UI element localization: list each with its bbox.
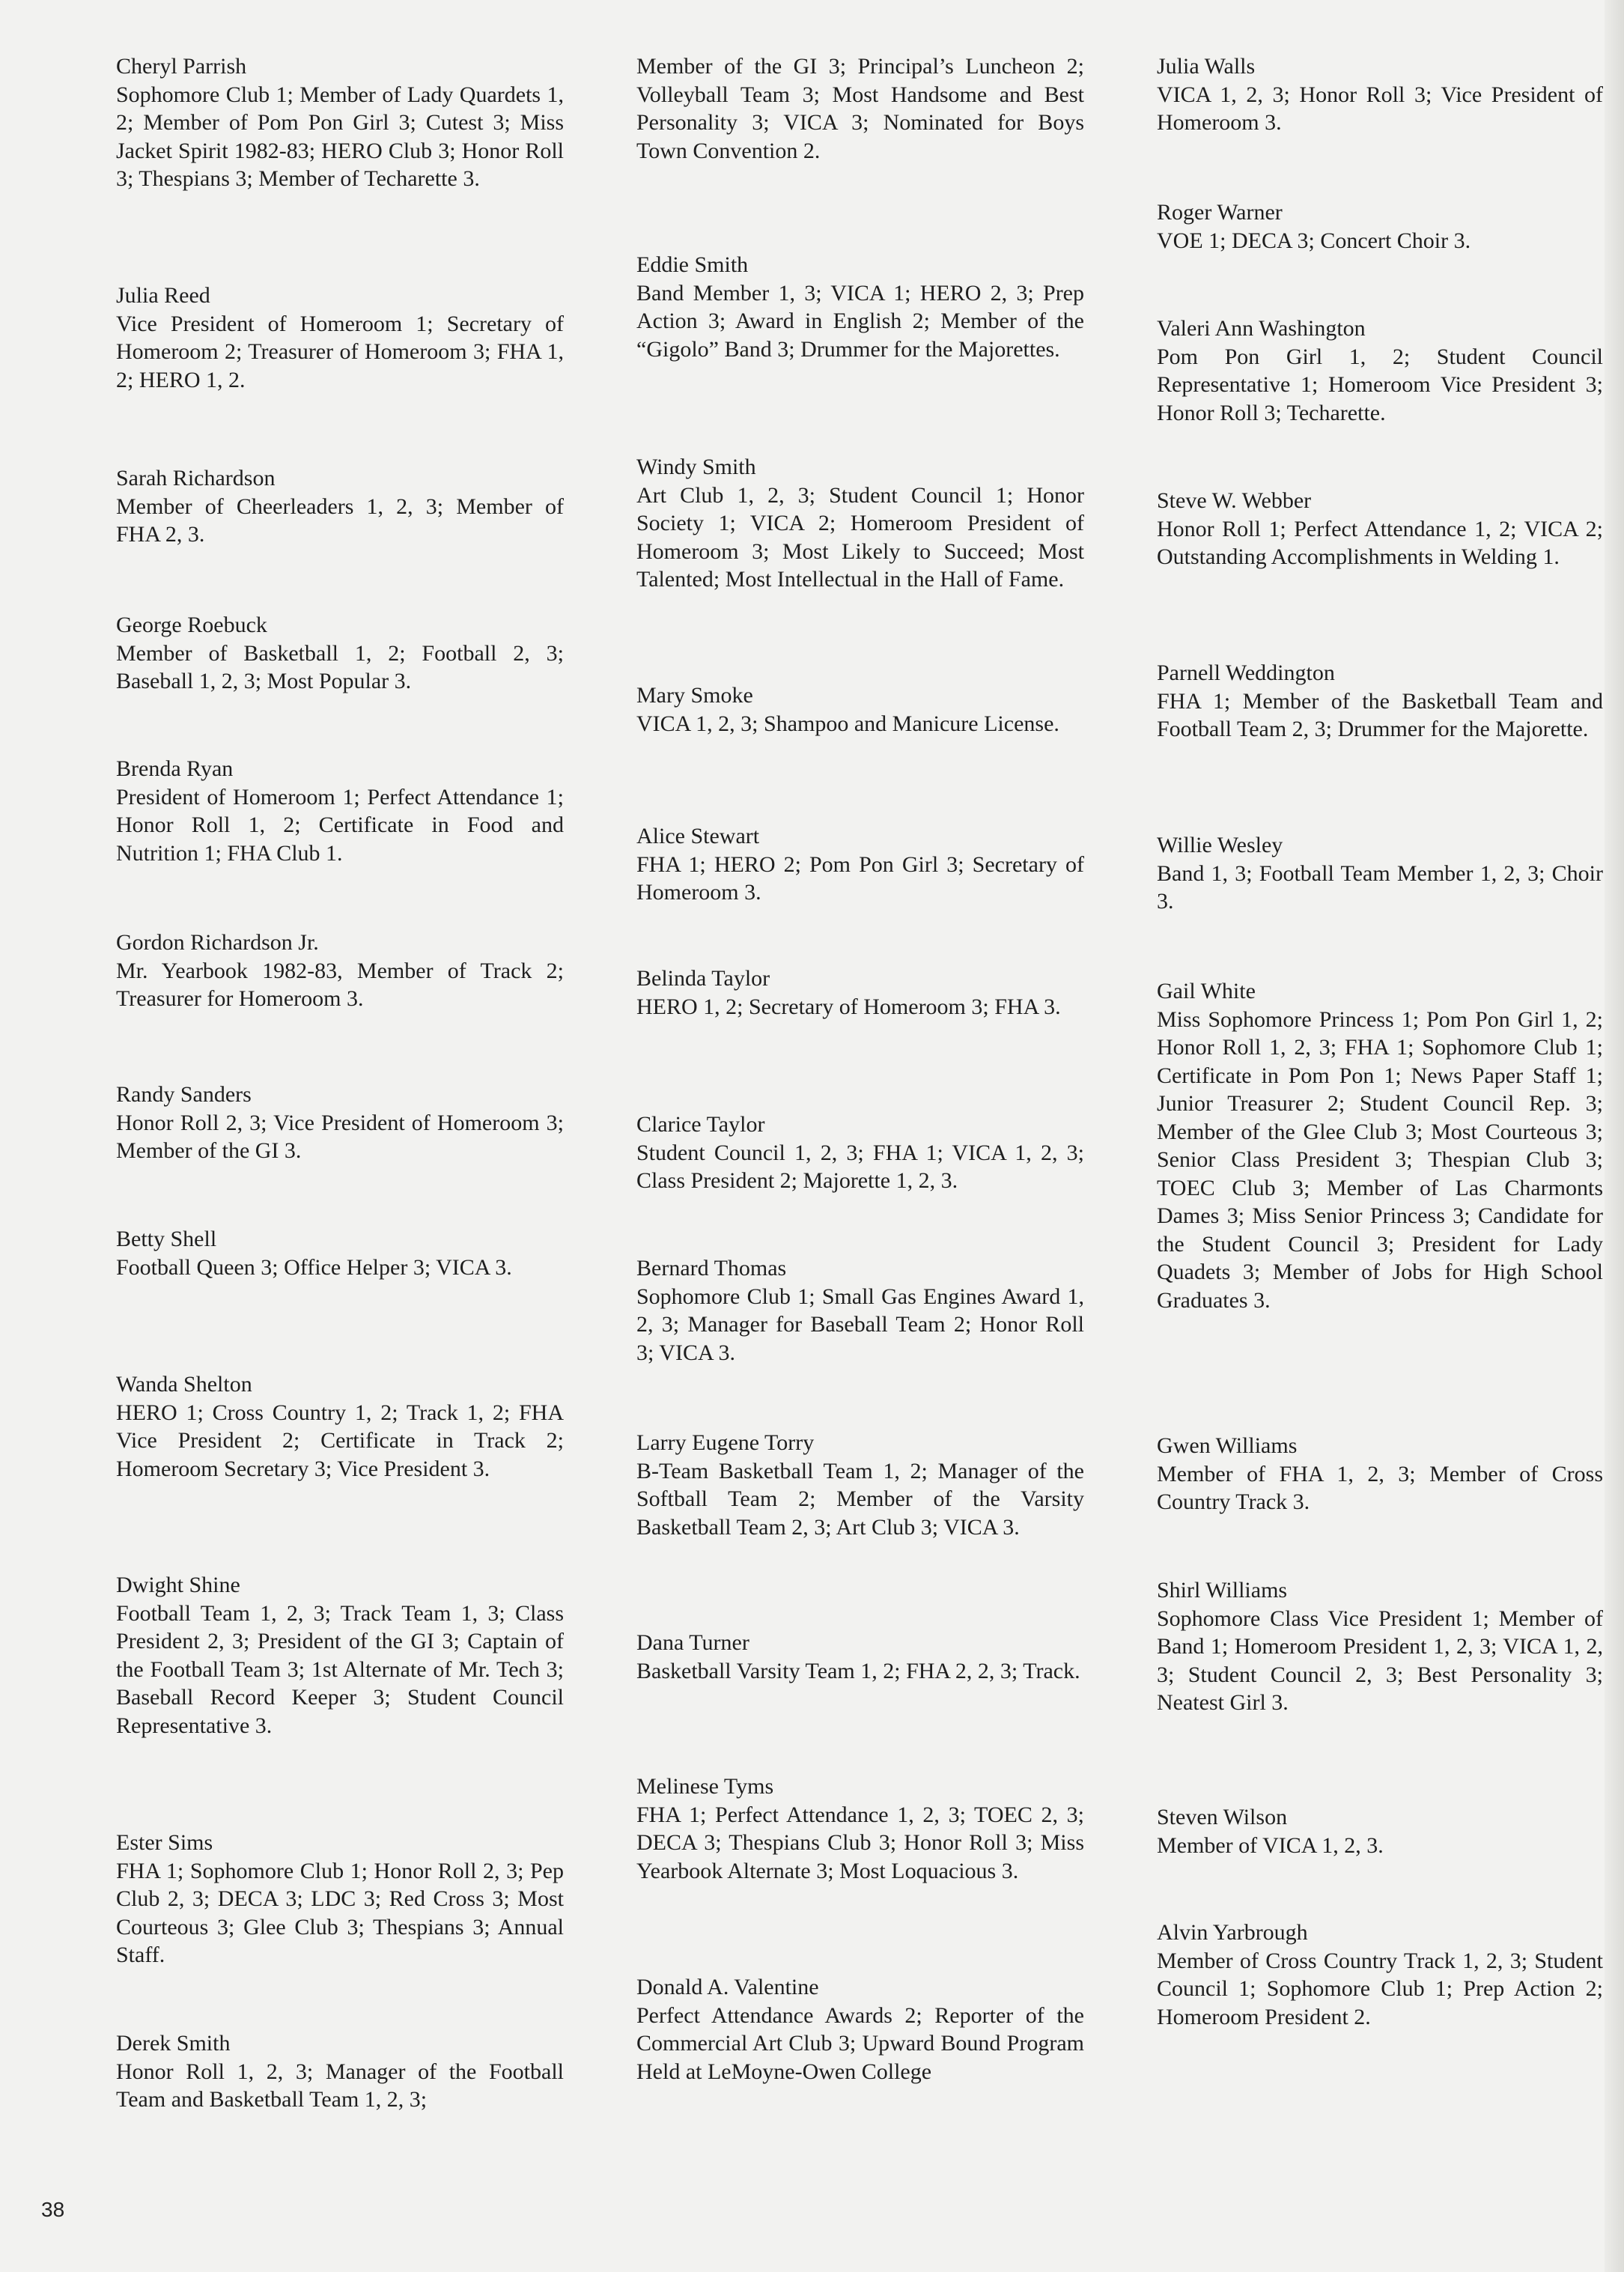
senior-activities: Member of Cross Country Track 1, 2, 3; Student Council 1; Sophomore Club 1; Prep Action 2; Homeroom President 2. — [1157, 1948, 1603, 2029]
senior-entry — [1157, 198, 1603, 255]
senior-entry — [636, 1629, 1084, 1685]
senior-activities: Honor Roll 2, 3; Vice President of Homeroom 3; Member of the GI 3. — [116, 1110, 564, 1163]
senior-entry — [636, 251, 1084, 363]
senior-name: Julia Walls — [1157, 54, 1256, 79]
senior-name: Randy Sanders — [116, 1082, 252, 1107]
senior-name: Parnell Weddington — [1157, 660, 1335, 685]
senior-name: Alvin Yarbrough — [1157, 1920, 1308, 1945]
senior-name: Julia Reed — [116, 283, 210, 308]
senior-name: Dana Turner — [636, 1630, 749, 1655]
senior-activities: Sophomore Club 1; Member of Lady Quardets 1, 2; Member of Pom Pon Girl 3; Cutest 3; Miss Jacket Spirit 1982-83; HERO Club 3; Honor Roll 3; Thespians 3; Member of Techarette 3. — [116, 82, 564, 191]
senior-activities: HERO 1; Cross Country 1, 2; Track 1, 2; FHA Vice President 2; Certificate in Track 2; Homeroom Secretary 3; Vice President 3. — [116, 1400, 564, 1481]
senior-entry — [636, 1973, 1084, 2086]
senior-entry — [1157, 1432, 1603, 1516]
senior-name: Mary Smoke — [636, 683, 753, 708]
senior-entry — [1157, 1576, 1603, 1717]
senior-name: Ester Sims — [116, 1830, 213, 1855]
senior-activities: Member of Basketball 1, 2; Football 2, 3; Baseball 1, 2, 3; Most Popular 3. — [116, 640, 564, 693]
senior-entry — [1157, 487, 1603, 571]
senior-name: Belinda Taylor — [636, 966, 770, 991]
senior-name: Dwight Shine — [116, 1573, 240, 1597]
senior-activities: VICA 1, 2, 3; Shampoo and Manicure License. — [636, 711, 1059, 736]
senior-activities: FHA 1; Perfect Attendance 1, 2, 3; TOEC 2, 3; DECA 3; Thespians Club 3; Honor Roll 3; Miss Yearbook Alternate 3; Most Loquacious 3. — [636, 1802, 1084, 1883]
senior-name: Alice Stewart — [636, 824, 760, 848]
senior-activities: FHA 1; Sophomore Club 1; Honor Roll 2, 3; Pep Club 2, 3; DECA 3; LDC 3; Red Cross 3; Most Courteous 3; Glee Club 3; Thespians 3; Annual Staff. — [116, 1858, 564, 1967]
senior-name: Steve W. Webber — [1157, 488, 1312, 513]
senior-activities: Perfect Attendance Awards 2; Reporter of the Commercial Art Club 3; Upward Bound Program Held at LeMoyne-Owen College — [636, 2002, 1084, 2084]
senior-entry — [1157, 52, 1603, 137]
senior-entry — [116, 755, 564, 867]
senior-entry — [636, 965, 1084, 1021]
senior-entry — [116, 1571, 564, 1740]
senior-name: Bernard Thomas — [636, 1256, 787, 1281]
senior-activities: B-Team Basketball Team 1, 2; Manager of the Softball Team 2; Member of the Varsity Basketball Team 2, 3; Art Club 3; VICA 3. — [636, 1458, 1084, 1540]
senior-activities: HERO 1, 2; Secretary of Homeroom 3; FHA 3. — [636, 994, 1061, 1019]
page-edge — [1605, 0, 1624, 2272]
senior-entry — [116, 464, 564, 549]
senior-name: Gordon Richardson Jr. — [116, 930, 319, 955]
senior-name: Valeri Ann Washington — [1157, 316, 1366, 341]
senior-entry — [116, 1829, 564, 1969]
senior-activities: Honor Roll 1, 2, 3; Manager of the Football Team and Basketball Team 1, 2, 3; — [116, 2059, 564, 2112]
senior-entry — [636, 681, 1084, 738]
senior-name: Shirl Williams — [1157, 1578, 1288, 1603]
senior-name: Derek Smith — [116, 2031, 231, 2056]
senior-name: Melinese Tyms — [636, 1774, 774, 1799]
senior-activities: Sophomore Club 1; Small Gas Engines Award 1, 2, 3; Manager for Baseball Team 2; Honor Roll 3; VICA 3. — [636, 1284, 1084, 1365]
senior-activities: VOE 1; DECA 3; Concert Choir 3. — [1157, 228, 1471, 253]
senior-name: Steven Wilson — [1157, 1805, 1288, 1829]
senior-entry — [116, 611, 564, 696]
senior-name: Windy Smith — [636, 455, 756, 479]
senior-entry — [116, 52, 564, 193]
senior-entry — [116, 929, 564, 1013]
senior-name: Wanda Shelton — [116, 1372, 252, 1397]
senior-name: Larry Eugene Torry — [636, 1430, 815, 1455]
senior-name: Gwen Williams — [1157, 1433, 1298, 1458]
senior-entry — [636, 1429, 1084, 1541]
senior-entry — [636, 52, 1084, 165]
senior-activities: Member of FHA 1, 2, 3; Member of Cross Country Track 3. — [1157, 1461, 1603, 1514]
senior-activities: Pom Pon Girl 1, 2; Student Council Representative 1; Homeroom Vice President 3; Honor Roll 3; Techarette. — [1157, 344, 1603, 425]
senior-name: Brenda Ryan — [116, 756, 234, 781]
senior-entry — [636, 1111, 1084, 1195]
senior-entry — [1157, 315, 1603, 427]
senior-name: Clarice Taylor — [636, 1112, 765, 1137]
senior-entry — [116, 1370, 564, 1483]
senior-entry — [1157, 1919, 1603, 2031]
senior-activities: Student Council 1, 2, 3; FHA 1; VICA 1, 2, 3; Class President 2; Majorette 1, 2, 3. — [636, 1140, 1084, 1193]
senior-entry — [1157, 659, 1603, 744]
senior-name: Roger Warner — [1157, 200, 1283, 225]
senior-name: George Roebuck — [116, 613, 267, 637]
senior-activities: FHA 1; HERO 2; Pom Pon Girl 3; Secretary of Homeroom 3. — [636, 851, 1084, 905]
senior-activities: Basketball Varsity Team 1, 2; FHA 2, 2, 3; Track. — [636, 1658, 1080, 1683]
senior-entry — [116, 1081, 564, 1165]
senior-entry — [116, 1225, 564, 1281]
senior-activities: Football Team 1, 2, 3; Track Team 1, 3; Class President 2, 3; President of the GI 3; Captain of the Football Team 3; 1st Alternate of Mr. Tech 3; Baseball Record Keeper 3; Student Council Representative 3. — [116, 1600, 564, 1738]
senior-activities: Band Member 1, 3; VICA 1; HERO 2, 3; Prep Action 3; Award in English 2; Member of the “Gigolo” Band 3; Drummer for the Majorettes. — [636, 280, 1084, 362]
senior-activities: Football Queen 3; Office Helper 3; VICA 3. — [116, 1254, 512, 1280]
senior-entry — [1157, 831, 1603, 916]
senior-name: Gail White — [1157, 979, 1256, 1003]
senior-activities: VICA 1, 2, 3; Honor Roll 3; Vice President of Homeroom 3. — [1157, 82, 1603, 135]
senior-activities: Miss Sophomore Princess 1; Pom Pon Girl 1, 2; Honor Roll 1, 2, 3; FHA 1; Sophomore Club 1; Certificate in Pom Pon 1; News Paper Staff 1; Junior Treasurer 2; Student Council Rep. 3; Member of the Glee Club 3; Most Courteous 3; Senior Class President 3; Thespian Club 3; TOEC Club 3; Member of Las Charmonts Dames 3; Miss Senior Princess 3; Candidate for the Student Council 3; President for Lady Quadets 3; Member of Jobs for High School Graduates 3. — [1157, 1006, 1603, 1313]
senior-name: Willie Wesley — [1157, 833, 1283, 857]
senior-activities: Member of the GI 3; Principal’s Luncheon 2; Volleyball Team 3; Most Handsome and Best Personality 3; VICA 3; Nominated for Boys Town Convention 2. — [636, 54, 1084, 163]
senior-name: Sarah Richardson — [116, 466, 276, 490]
senior-activities: Member of VICA 1, 2, 3. — [1157, 1832, 1384, 1858]
senior-activities: Art Club 1, 2, 3; Student Council 1; Honor Society 1; VICA 2; Homeroom President of Homeroom 3; Most Likely to Succeed; Most Talented; Most Intellectual in the Hall of Fame. — [636, 482, 1084, 592]
senior-name: Betty Shell — [116, 1227, 217, 1251]
senior-entry — [116, 2029, 564, 2114]
senior-activities: Mr. Yearbook 1982-83, Member of Track 2; Treasurer for Homeroom 3. — [116, 958, 564, 1011]
senior-name: Donald A. Valentine — [636, 1975, 819, 1999]
senior-activities: Honor Roll 1; Perfect Attendance 1, 2; VICA 2; Outstanding Accomplishments in Welding 1. — [1157, 516, 1603, 569]
senior-activities: FHA 1; Member of the Basketball Team and Football Team 2, 3; Drummer for the Majorette. — [1157, 688, 1603, 741]
senior-activities: President of Homeroom 1; Perfect Attendance 1; Honor Roll 1, 2; Certificate in Food and Nutrition 1; FHA Club 1. — [116, 784, 564, 866]
senior-entry — [636, 1254, 1084, 1367]
senior-entry — [1157, 1803, 1603, 1859]
senior-entry — [636, 453, 1084, 594]
senior-activities: Band 1, 3; Football Team Member 1, 2, 3; Choir 3. — [1157, 860, 1603, 914]
senior-entry — [116, 282, 564, 394]
senior-entry — [636, 822, 1084, 907]
senior-activities: Vice President of Homeroom 1; Secretary of Homeroom 2; Treasurer of Homeroom 3; FHA 1, 2; HERO 1, 2. — [116, 311, 564, 392]
senior-name: Eddie Smith — [636, 252, 749, 277]
senior-entry — [1157, 977, 1603, 1314]
page-number: 38 — [41, 2198, 65, 2221]
senior-entry — [636, 1773, 1084, 1885]
senior-name: Cheryl Parrish — [116, 54, 247, 79]
senior-activities: Member of Cheerleaders 1, 2, 3; Member of FHA 2, 3. — [116, 493, 564, 547]
senior-activities: Sophomore Class Vice President 1; Member of Band 1; Homeroom President 1, 2, 3; VICA 1, 2, 3; Student Council 2, 3; Best Personality 3; Neatest Girl 3. — [1157, 1606, 1603, 1715]
